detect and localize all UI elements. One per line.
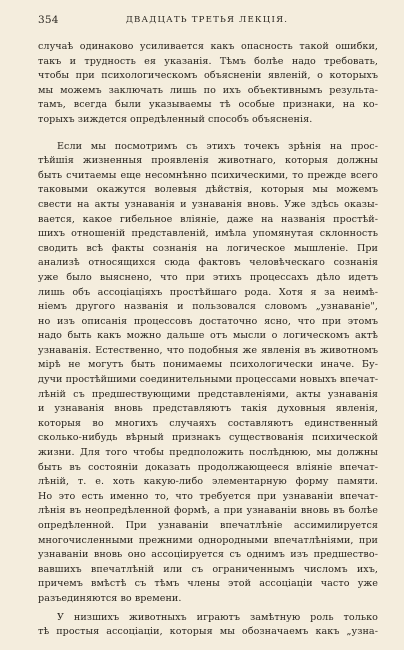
running-header bbox=[38, 14, 376, 30]
paragraph-1 bbox=[38, 40, 378, 128]
text-line: анализѣ относящихся сюда фактовъ человѣческаго сознанія bbox=[38, 257, 378, 269]
text-line: лѣній, т. е. хоть какую-либо элементарную форму памяти. bbox=[38, 476, 378, 488]
paragraph-gap bbox=[38, 128, 378, 140]
text-line: многочисленными прежними однородными впечатлѣніями, при bbox=[38, 534, 378, 546]
text-line: разъединяются во времени. bbox=[38, 592, 182, 604]
text-line: Если мы посмотримъ съ этихъ точекъ зрѣнія на прос- bbox=[57, 140, 378, 152]
text-line: мы можемъ заключать лишь по ихъ объективнымъ результа- bbox=[38, 84, 378, 96]
text-line: Но это есть именно то, что требуется при узнаваніи впечат- bbox=[38, 490, 378, 502]
text-line: быть считаемы еще несомнѣнно психическими, то прежде всего bbox=[38, 169, 378, 181]
text-line: лишь объ ассоціаціяхъ простѣйшаго рода. Хотя я за неимѣ- bbox=[38, 286, 378, 298]
text-line: случаѣ одинаково усиливается какъ опасность такой ошибки, bbox=[38, 41, 378, 52]
text-line: У низшихъ животныхъ играютъ замѣтную роль только bbox=[57, 611, 378, 623]
text-line: сводить всѣ факты сознанія на логическое мышленіе. При bbox=[38, 242, 378, 254]
text-line: тѣйшія жизненныя проявленія животнаго, которыя должны bbox=[38, 155, 378, 167]
text-line: жизни. Для того чтобы предположить послѣднюю, мы должны bbox=[38, 447, 378, 459]
text-line: такъ и трудность ея указанія. Тѣмъ болѣе надо требовать, bbox=[38, 55, 378, 67]
text-line: дучи простѣйшими соединительными процессами новыхъ впечат- bbox=[38, 374, 379, 386]
text-line: торыхъ зиждется опредѣленный способъ объясненія. bbox=[38, 113, 313, 125]
text-line: уже было выяснено, что при этихъ процессахъ дѣло идетъ bbox=[38, 271, 378, 283]
text-line: вавшихъ впечатлѣній или съ ограниченнымъ числомъ ихъ, bbox=[38, 563, 378, 575]
text-line: вается, какое гибельное вліяніе, даже на названія простѣй- bbox=[38, 213, 378, 225]
text-line: быть въ состояніи доказать продолжающееся вліяніе впечат- bbox=[38, 461, 378, 473]
body-text bbox=[38, 40, 378, 640]
text-line: тѣ простыя ассоціаціи, которыя мы обозначаемъ какъ „узна- bbox=[38, 626, 378, 638]
text-line: но изъ описанія процессовъ достаточно ясно, что при этомъ bbox=[38, 315, 378, 327]
text-line: лѣній съ предшествующими представленіями, акты узнаванія bbox=[38, 388, 378, 400]
page-number: 354 bbox=[38, 14, 59, 26]
text-line: таковыми окажутся волевыя дѣйствія, которыя мы можемъ bbox=[38, 184, 378, 196]
text-line: лѣнія въ неопредѣленной формѣ, а при узнаваніи вновь въ болѣе bbox=[38, 505, 378, 517]
text-line: свести на акты узнаванія и узнаванія вновь. Уже здѣсь оказы- bbox=[38, 198, 378, 210]
text-line: шихъ отношеній представленій, имѣла упомянутая склонность bbox=[38, 228, 378, 240]
text-line: узнаванія. Естественно, что подобныя же явленія въ животномъ bbox=[38, 344, 378, 356]
text-line: мірѣ не могутъ быть понимаемы психологически иначе. Бу- bbox=[38, 359, 378, 371]
text-line: узнаваніи вновь оно ассоціируется съ однимъ изъ предшество- bbox=[38, 549, 378, 561]
text-line: тамъ, всегда были указываемы тѣ особые признаки, на ко- bbox=[38, 99, 378, 111]
text-line: которыя во многихъ случаяхъ составляютъ единственный bbox=[38, 417, 378, 429]
text-line: ніемъ другого названія и пользовался словомъ „узнаваніе", bbox=[38, 301, 378, 313]
paragraph-3 bbox=[38, 611, 378, 640]
text-line: надо быть какъ можно дальше отъ мысли о логическомъ актѣ bbox=[38, 330, 378, 342]
text-line: сколько-нибудь вѣрный признакъ существованія психической bbox=[38, 432, 378, 444]
text-line: причемъ вмѣстѣ съ тѣмъ члены этой ассоціаціи часто уже bbox=[38, 578, 378, 590]
text-line: опредѣленной. При узнаваніи впечатлѣніе ассимилируется bbox=[38, 520, 378, 531]
text-line: и узнаванія вновь представляютъ такія духовныя явленія, bbox=[38, 403, 378, 415]
text-line: чтобы при психологическомъ объясненіи явленій, о которыхъ bbox=[38, 70, 378, 82]
running-title: ДВАДЦАТЬ ТРЕТЬЯ ЛЕКЦІЯ. bbox=[125, 15, 289, 25]
paragraph-2 bbox=[38, 140, 378, 607]
